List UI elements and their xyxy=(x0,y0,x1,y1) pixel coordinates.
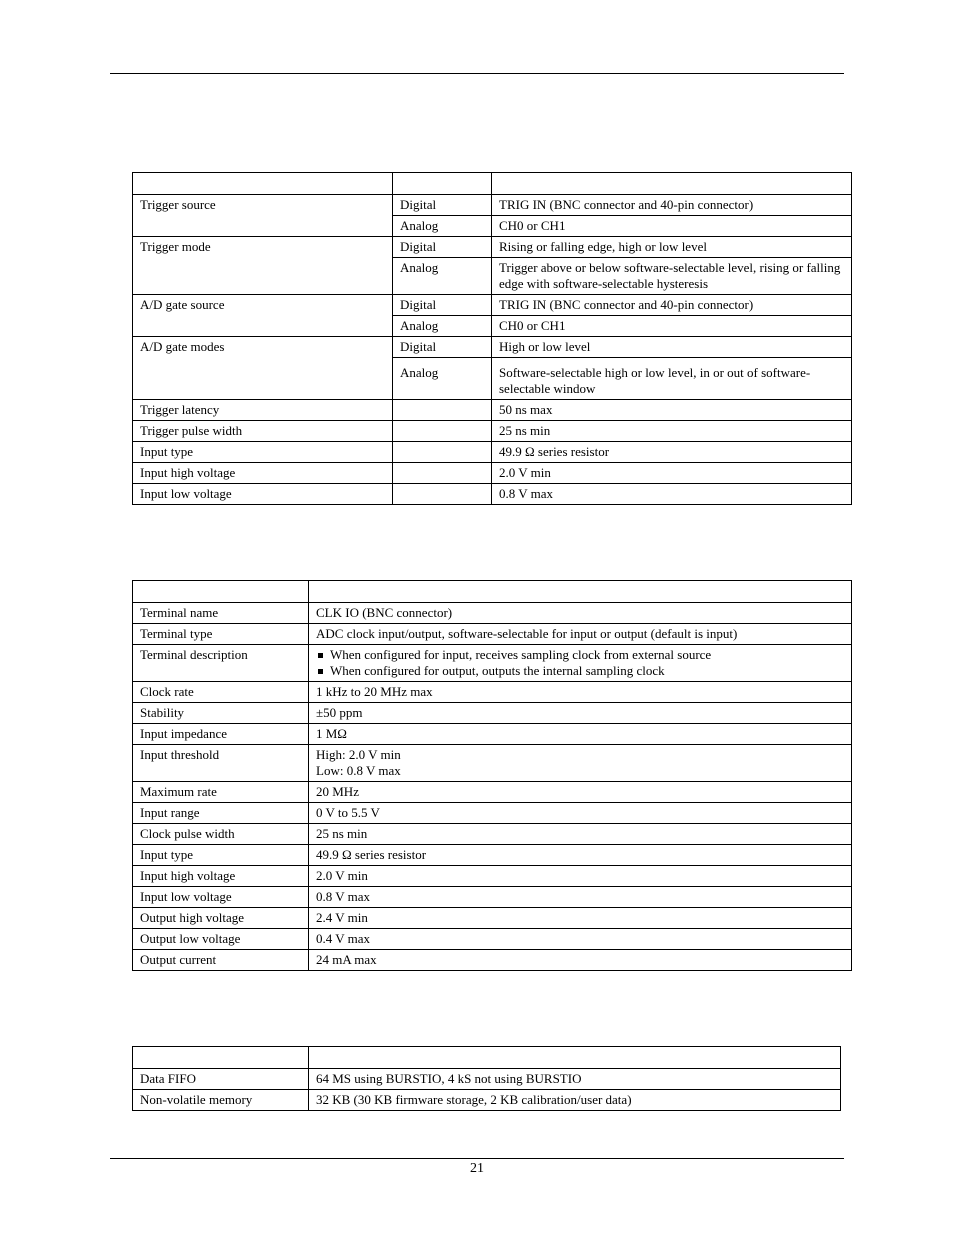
value-cell: 24 mA max xyxy=(309,950,852,971)
table-row xyxy=(133,682,852,703)
table-row xyxy=(133,295,852,316)
table-row xyxy=(133,703,852,724)
table-row xyxy=(133,724,852,745)
value-cell: 1 kHz to 20 MHz max xyxy=(309,682,852,703)
sub-cell xyxy=(393,400,492,421)
param-cell: Data FIFO xyxy=(133,1069,309,1090)
table-row xyxy=(133,1090,841,1111)
value-cell: TRIG IN (BNC connector and 40-pin connector) xyxy=(492,195,852,216)
table-header-row xyxy=(133,1047,841,1069)
value-cell: 20 MHz xyxy=(309,782,852,803)
sub-cell: Digital xyxy=(393,195,492,216)
param-cell: Terminal description xyxy=(133,645,309,682)
value-cell: ADC clock input/output, software-selectable for input or output (default is input) xyxy=(309,624,852,645)
value-cell: 49.9 Ω series resistor xyxy=(492,442,852,463)
table-row xyxy=(133,745,852,782)
param-cell: Non-volatile memory xyxy=(133,1090,309,1111)
sub-cell: Digital xyxy=(393,337,492,358)
param-cell: Clock rate xyxy=(133,682,309,703)
header-cell xyxy=(133,173,393,195)
value-cell: Trigger above or below software-selectable level, rising or falling edge with software-selectable hysteresis xyxy=(492,258,852,295)
header-cell xyxy=(393,173,492,195)
terminal-description-list xyxy=(316,647,844,679)
param-cell: Input range xyxy=(133,803,309,824)
param-cell: Output high voltage xyxy=(133,908,309,929)
sub-cell: Analog xyxy=(393,258,492,295)
table-row xyxy=(133,908,852,929)
value-cell: 1 MΩ xyxy=(309,724,852,745)
value-cell: 0 V to 5.5 V xyxy=(309,803,852,824)
header-cell xyxy=(309,581,852,603)
value-cell: TRIG IN (BNC connector and 40-pin connector) xyxy=(492,295,852,316)
table-row xyxy=(133,845,852,866)
value-cell: 0.4 V max xyxy=(309,929,852,950)
header-cell xyxy=(309,1047,841,1069)
value-cell: CLK IO (BNC connector) xyxy=(309,603,852,624)
value-cell: 2.4 V min xyxy=(309,908,852,929)
value-cell: 32 KB (30 KB firmware storage, 2 KB calibration/user data) xyxy=(309,1090,841,1111)
param-cell: A/D gate source xyxy=(133,295,393,337)
table-row xyxy=(133,782,852,803)
sub-cell: Digital xyxy=(393,295,492,316)
list-item: When configured for output, outputs the internal sampling clock xyxy=(316,663,844,679)
table-row xyxy=(133,421,852,442)
value-cell: 0.8 V max xyxy=(492,484,852,505)
table-header-row xyxy=(133,581,852,603)
value-cell: 64 MS using BURSTIO, 4 kS not using BURSTIO xyxy=(309,1069,841,1090)
table-row xyxy=(133,624,852,645)
value-cell: 0.8 V max xyxy=(309,887,852,908)
param-cell: Trigger source xyxy=(133,195,393,237)
value-cell: 25 ns min xyxy=(309,824,852,845)
header-cell xyxy=(133,581,309,603)
param-cell: Maximum rate xyxy=(133,782,309,803)
table-header-row xyxy=(133,173,852,195)
sub-cell: Analog xyxy=(393,216,492,237)
param-cell: Output low voltage xyxy=(133,929,309,950)
param-cell: Input low voltage xyxy=(133,484,393,505)
table-row xyxy=(133,400,852,421)
table-row xyxy=(133,442,852,463)
param-cell: Input high voltage xyxy=(133,463,393,484)
value-cell: 49.9 Ω series resistor xyxy=(309,845,852,866)
value-cell xyxy=(309,645,852,682)
header-cell xyxy=(492,173,852,195)
param-cell: Input low voltage xyxy=(133,887,309,908)
value-cell: 25 ns min xyxy=(492,421,852,442)
param-cell: Terminal type xyxy=(133,624,309,645)
param-cell: Trigger mode xyxy=(133,237,393,295)
value-cell: 2.0 V min xyxy=(492,463,852,484)
page-number: 21 xyxy=(470,1161,484,1176)
sub-cell: Digital xyxy=(393,237,492,258)
sub-cell xyxy=(393,484,492,505)
sub-cell xyxy=(393,463,492,484)
param-cell: Trigger pulse width xyxy=(133,421,393,442)
table-row xyxy=(133,603,852,624)
header-rule xyxy=(110,73,844,74)
table-row xyxy=(133,337,852,358)
value-cell: High or low level xyxy=(492,337,852,358)
list-item: When configured for input, receives sampling clock from external source xyxy=(316,647,844,663)
table-row xyxy=(133,803,852,824)
memory-spec-table xyxy=(132,1046,841,1111)
table-row xyxy=(133,866,852,887)
param-cell: Input threshold xyxy=(133,745,309,782)
param-cell: Input high voltage xyxy=(133,866,309,887)
threshold-line: High: 2.0 V min xyxy=(316,747,401,762)
param-cell: Input type xyxy=(133,442,393,463)
param-cell: Trigger latency xyxy=(133,400,393,421)
value-cell: Rising or falling edge, high or low level xyxy=(492,237,852,258)
sub-cell: Analog xyxy=(393,358,492,400)
value-cell: 2.0 V min xyxy=(309,866,852,887)
table-row xyxy=(133,929,852,950)
value-cell: ±50 ppm xyxy=(309,703,852,724)
footer-rule xyxy=(110,1158,844,1159)
value-cell: CH0 or CH1 xyxy=(492,316,852,337)
param-cell: Input impedance xyxy=(133,724,309,745)
clock-spec-table xyxy=(132,580,852,971)
table-row xyxy=(133,463,852,484)
header-cell xyxy=(133,1047,309,1069)
trigger-spec-table xyxy=(132,172,852,505)
table-row xyxy=(133,645,852,682)
param-cell: Clock pulse width xyxy=(133,824,309,845)
table-row xyxy=(133,887,852,908)
sub-cell xyxy=(393,442,492,463)
value-cell: Software-selectable high or low level, in or out of software-selectable window xyxy=(492,358,852,400)
value-cell xyxy=(309,745,852,782)
table-row xyxy=(133,237,852,258)
value-cell: CH0 or CH1 xyxy=(492,216,852,237)
table-row xyxy=(133,950,852,971)
param-cell: Output current xyxy=(133,950,309,971)
table-row xyxy=(133,824,852,845)
table-row xyxy=(133,484,852,505)
table-row xyxy=(133,1069,841,1090)
threshold-line: Low: 0.8 V max xyxy=(316,763,401,778)
table-row xyxy=(133,195,852,216)
sub-cell: Analog xyxy=(393,316,492,337)
value-cell: 50 ns max xyxy=(492,400,852,421)
param-cell: Stability xyxy=(133,703,309,724)
param-cell: Terminal name xyxy=(133,603,309,624)
sub-cell xyxy=(393,421,492,442)
param-cell: A/D gate modes xyxy=(133,337,393,400)
param-cell: Input type xyxy=(133,845,309,866)
